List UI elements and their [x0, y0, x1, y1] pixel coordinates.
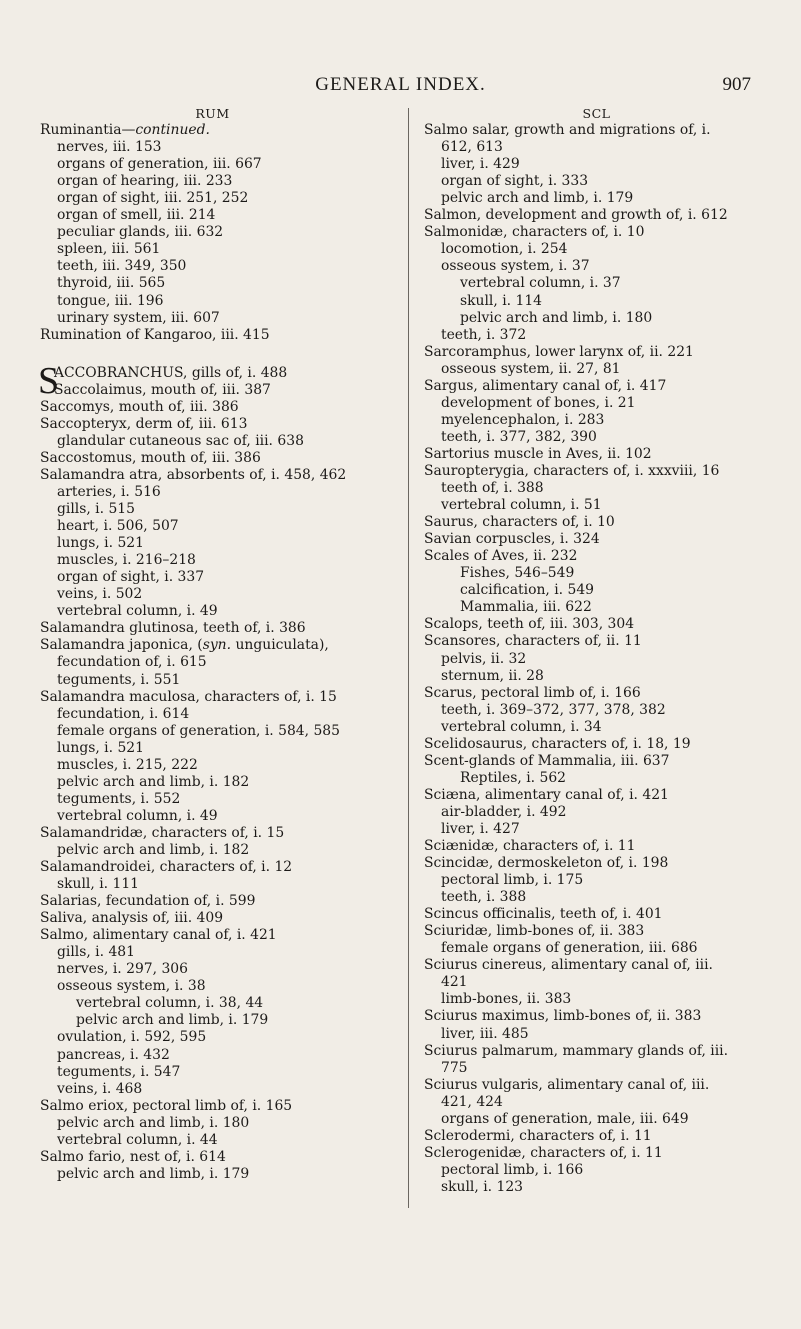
- index-subentry: pelvic arch and limb, i. 179: [57, 1165, 250, 1182]
- index-subsubentry: Reptiles, i. 562: [460, 769, 567, 786]
- index-entry: Salamandroidei, characters of, i. 12: [40, 859, 293, 876]
- index-entry: Rumination of Kangaroo, iii. 415: [40, 326, 270, 343]
- index-subentry: lungs, i. 521: [57, 535, 144, 552]
- index-subsubentry: skull, i. 114: [460, 292, 542, 309]
- index-subentry: tongue, iii. 196: [57, 292, 164, 309]
- index-entry: Sargus, alimentary canal of, i. 417: [424, 377, 667, 394]
- index-subentry: liver, i. 429: [441, 156, 520, 173]
- index-subentry: fecundation, i. 614: [57, 705, 190, 722]
- index-subentry: female organs of generation, iii. 686: [441, 940, 698, 957]
- index-subentry: lungs, i. 521: [57, 739, 144, 756]
- index-entry: Saccolaimus, mouth of, iii. 387: [54, 381, 271, 398]
- index-subsubentry: vertebral column, i. 38, 44: [76, 995, 264, 1012]
- entry-text: unguiculata),: [231, 637, 329, 654]
- index-entry: Salamandra glutinosa, teeth of, i. 386: [40, 620, 306, 637]
- index-entry: Scincidæ, dermoskeleton of, i. 198: [424, 855, 669, 872]
- index-subentry: thyroid, iii. 565: [57, 275, 166, 292]
- running-head-right: SCL: [582, 106, 611, 121]
- index-subentry: teeth, iii. 349, 350: [57, 258, 187, 275]
- index-subentry: urinary system, iii. 607: [57, 309, 220, 326]
- index-entry: Salamandra maculosa, characters of, i. 15: [40, 688, 337, 705]
- index-subsubentry: pelvic arch and limb, i. 180: [460, 309, 653, 326]
- index-subentry: muscles, i. 216–218: [57, 552, 196, 569]
- index-subentry: heart, i. 506, 507: [57, 518, 179, 535]
- index-subentry: osseous system, ii. 27, 81: [441, 360, 621, 377]
- index-subentry: liver, i. 427: [441, 820, 520, 837]
- index-entry: Scelidosaurus, characters of, i. 18, 19: [424, 735, 691, 752]
- column-divider: [408, 108, 409, 1208]
- index-subentry: organ of smell, iii. 214: [57, 207, 216, 224]
- index-subentry: osseous system, i. 37: [441, 258, 590, 275]
- index-subentry: pancreas, i. 432: [57, 1046, 170, 1063]
- index-entry-wrap: 421, 424: [441, 1093, 503, 1110]
- index-subentry: vertebral column, i. 34: [441, 718, 602, 735]
- index-subentry: organ of sight, iii. 251, 252: [57, 190, 249, 207]
- index-subentry: ovulation, i. 592, 595: [57, 1029, 207, 1046]
- index-entry: Sclerogenidæ, characters of, i. 11: [424, 1144, 663, 1161]
- index-entry: Scent-glands of Mammalia, iii. 637: [424, 752, 670, 769]
- index-subentry: glandular cutaneous sac of, iii. 638: [57, 432, 304, 449]
- left-column: [40, 105, 385, 1183]
- index-subsubentry: Mammalia, iii. 622: [460, 599, 592, 616]
- index-subentry: veins, i. 502: [57, 586, 143, 603]
- continued-label: continued.: [135, 122, 210, 139]
- drop-cap: S: [38, 359, 60, 402]
- index-subentry: skull, i. 123: [441, 1178, 523, 1195]
- index-subentry: skull, i. 111: [57, 876, 139, 893]
- index-entry: Sciurus palmarum, mammary glands of, iii.: [424, 1042, 729, 1059]
- index-subentry: teeth, i. 377, 382, 390: [441, 428, 597, 445]
- entry-text: Ruminantia—: [40, 122, 136, 139]
- index-subentry: locomotion, i. 254: [441, 241, 568, 258]
- index-subentry: teeth of, i. 388: [441, 480, 544, 497]
- index-subentry: nerves, iii. 153: [57, 139, 162, 156]
- index-subentry: sternum, ii. 28: [441, 667, 544, 684]
- index-entry: Sarcoramphus, lower larynx of, ii. 221: [424, 343, 694, 360]
- index-subentry: air-bladder, i. 492: [441, 803, 567, 820]
- index-subentry: osseous system, i. 38: [57, 978, 206, 995]
- index-subentry: pelvic arch and limb, i. 182: [57, 773, 250, 790]
- synonym-label: syn.: [202, 637, 232, 654]
- index-subentry: teguments, i. 552: [57, 790, 181, 807]
- index-subentry: vertebral column, i. 51: [441, 497, 602, 514]
- index-entry: Saccostomus, mouth of, iii. 386: [40, 449, 261, 466]
- index-subentry: organ of sight, i. 333: [441, 173, 589, 190]
- index-subentry: vertebral column, i. 44: [57, 1131, 218, 1148]
- index-entry: Scincus officinalis, teeth of, i. 401: [424, 906, 663, 923]
- index-entry: Scarus, pectoral limb of, i. 166: [424, 684, 641, 701]
- index-subentry: pectoral limb, i. 175: [441, 872, 584, 889]
- index-subentry: myelencephalon, i. 283: [441, 411, 605, 428]
- index-entry: Salmo eriox, pectoral limb of, i. 165: [40, 1097, 293, 1114]
- index-subentry: teeth, i. 388: [441, 889, 527, 906]
- entry-text: ACCOBRANCHUS, gills of, i. 488: [54, 364, 288, 381]
- section-gap: [40, 344, 385, 365]
- index-subentry: organ of sight, i. 337: [57, 569, 205, 586]
- index-entry: Salmo, alimentary canal of, i. 421: [40, 927, 277, 944]
- index-subentry: female organs of generation, i. 584, 585: [57, 722, 340, 739]
- index-subentry: pelvic arch and limb, i. 179: [441, 190, 634, 207]
- index-subsubentry: vertebral column, i. 37: [460, 275, 621, 292]
- index-subentry: peculiar glands, iii. 632: [57, 224, 224, 241]
- index-subentry: teguments, i. 547: [57, 1063, 181, 1080]
- index-entry: Salamandridæ, characters of, i. 15: [40, 824, 285, 841]
- index-entry: Saccopteryx, derm of, iii. 613: [40, 415, 248, 432]
- index-entry: Savian corpuscles, i. 324: [424, 531, 600, 548]
- index-subentry: fecundation of, i. 615: [57, 654, 207, 671]
- index-entry: Salarias, fecundation of, i. 599: [40, 893, 256, 910]
- index-entry-wrap: 421: [441, 974, 468, 991]
- index-entry: [40, 122, 385, 139]
- index-entry: Sciæna, alimentary canal of, i. 421: [424, 786, 669, 803]
- index-entry: Salmo fario, nest of, i. 614: [40, 1148, 226, 1165]
- index-entry: [40, 637, 385, 654]
- index-entry: Scales of Aves, ii. 232: [424, 548, 578, 565]
- index-subentry: vertebral column, i. 49: [57, 807, 218, 824]
- index-entry: Sartorius muscle in Aves, ii. 102: [424, 445, 652, 462]
- index-entry-wrap: 775: [441, 1059, 468, 1076]
- index-entry-wrap: 612, 613: [441, 139, 503, 156]
- index-subentry: vertebral column, i. 49: [57, 603, 218, 620]
- index-entry: Sauropterygia, characters of, i. xxxviii, 16: [424, 462, 720, 479]
- index-entry: Sciurus vulgaris, alimentary canal of, iii.: [424, 1076, 710, 1093]
- page-title: GENERAL INDEX.: [315, 74, 486, 95]
- index-entry: Scansores, characters of, ii. 11: [424, 633, 642, 650]
- index-entry: Salmonidæ, characters of, i. 10: [424, 224, 645, 241]
- index-entry: Saurus, characters of, i. 10: [424, 514, 615, 531]
- index-subentry: liver, iii. 485: [441, 1025, 529, 1042]
- index-subentry: teeth, i. 372: [441, 326, 527, 343]
- index-subentry: teeth, i. 369–372, 377, 378, 382: [441, 701, 666, 718]
- index-entry: Salmon, development and growth of, i. 612: [424, 207, 728, 224]
- index-subentry: spleen, iii. 561: [57, 241, 161, 258]
- index-subentry: veins, i. 468: [57, 1080, 143, 1097]
- index-entry: Salamandra atra, absorbents of, i. 458, 462: [40, 466, 347, 483]
- index-subentry: muscles, i. 215, 222: [57, 756, 198, 773]
- right-column: [424, 105, 769, 1196]
- index-subentry: pelvic arch and limb, i. 180: [57, 1114, 250, 1131]
- index-subentry: development of bones, i. 21: [441, 394, 636, 411]
- running-head-left: RUM: [195, 106, 230, 121]
- index-subsubentry: calcification, i. 549: [460, 582, 595, 599]
- index-entry: Sciænidæ, characters of, i. 11: [424, 838, 636, 855]
- index-subentry: arteries, i. 516: [57, 483, 161, 500]
- index-entry: Sciurus cinereus, alimentary canal of, iii.: [424, 957, 713, 974]
- index-entry: Saliva, analysis of, iii. 409: [40, 910, 224, 927]
- index-entry: Sclerodermi, characters of, i. 11: [424, 1127, 652, 1144]
- index-subentry: gills, i. 515: [57, 501, 135, 518]
- index-subentry: organ of hearing, iii. 233: [57, 173, 233, 190]
- index-subentry: teguments, i. 551: [57, 671, 181, 688]
- index-entry: Salmo salar, growth and migrations of, i.: [424, 122, 711, 139]
- page-header: [0, 74, 801, 98]
- entry-text: Salamandra japonica, (: [40, 637, 203, 654]
- index-subentry: organs of generation, iii. 667: [57, 156, 262, 173]
- page-number: 907: [722, 74, 751, 95]
- index-subentry: organs of generation, male, iii. 649: [441, 1110, 689, 1127]
- index-subentry: nerves, i. 297, 306: [57, 961, 188, 978]
- index-entry: Scalops, teeth of, iii. 303, 304: [424, 616, 635, 633]
- index-subentry: limb-bones, ii. 383: [441, 991, 572, 1008]
- index-entry: Saccomys, mouth of, iii. 386: [40, 398, 239, 415]
- index-subentry: pectoral limb, i. 166: [441, 1161, 584, 1178]
- index-subentry: pelvic arch and limb, i. 182: [57, 841, 250, 858]
- index-subsubentry: pelvic arch and limb, i. 179: [76, 1012, 269, 1029]
- index-entry: Sciuridæ, limb-bones of, ii. 383: [424, 923, 645, 940]
- index-subsubentry: Fishes, 546–549: [460, 565, 575, 582]
- index-subentry: pelvis, ii. 32: [441, 650, 527, 667]
- index-entry: Sciurus maximus, limb-bones of, ii. 383: [424, 1008, 702, 1025]
- index-subentry: gills, i. 481: [57, 944, 135, 961]
